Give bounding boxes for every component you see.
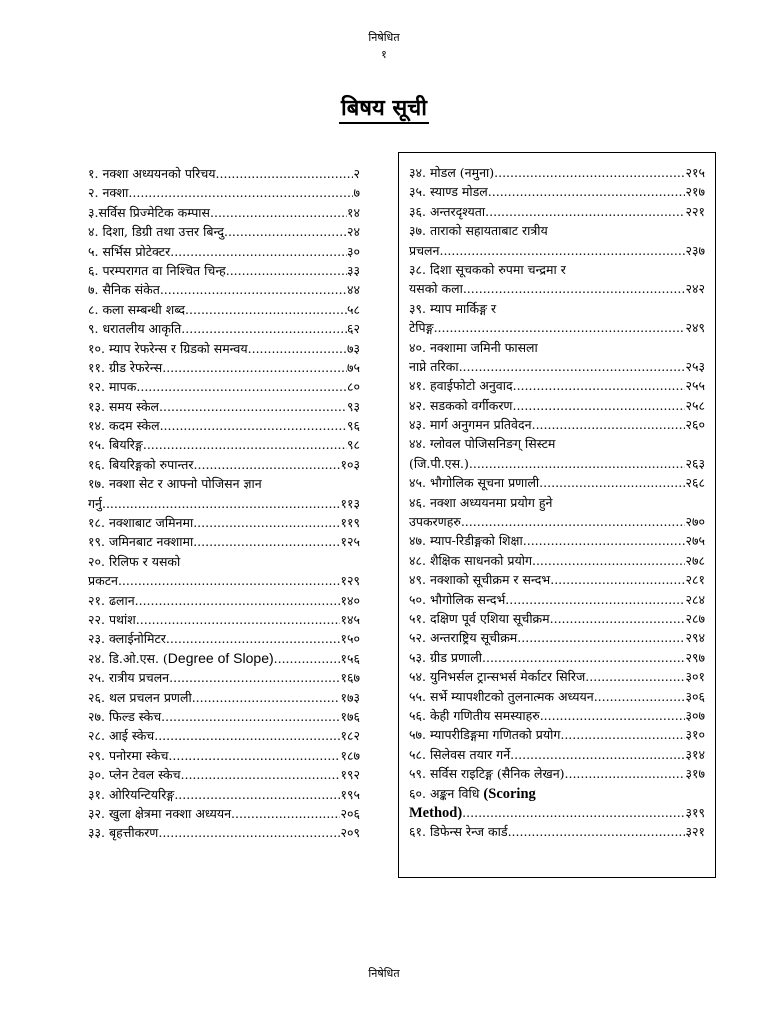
toc-entry-page-number: ३१९ bbox=[685, 804, 705, 820]
dot-leader bbox=[118, 571, 341, 590]
dot-leader bbox=[210, 203, 347, 222]
dot-leader bbox=[143, 435, 347, 454]
toc-entry-title: ३९. म्याप मार्किङ्ग र bbox=[409, 300, 497, 316]
toc-entry-title: २६. थल प्रचलन प्रणली bbox=[88, 689, 192, 705]
toc-entry bbox=[88, 183, 360, 202]
toc-entry-title: १६. बियरिङ्गको रुपान्तर bbox=[88, 456, 194, 472]
toc-entry bbox=[409, 279, 705, 298]
toc-entry-english-text: (Scoring bbox=[483, 785, 536, 802]
toc-entry-page-number: ६२ bbox=[346, 321, 360, 337]
toc-entry-page-number: २८१ bbox=[685, 572, 705, 588]
dot-leader bbox=[494, 163, 685, 182]
toc-entry bbox=[88, 339, 360, 358]
toc-entry-title: ४७. म्याप-रिडीङ्गको शिक्षा bbox=[409, 533, 523, 549]
toc-entry-title: नाप्ने तरिका bbox=[409, 358, 459, 374]
toc-entry-title: ४१. हवाईफोटो अनुवाद bbox=[409, 378, 513, 394]
dot-leader bbox=[160, 280, 347, 299]
toc-entry-title: ४८. शैक्षिक साधनको प्रयोग bbox=[409, 552, 532, 568]
toc-entry-title: ५४. युनिभर्सल ट्रान्सभर्स मेर्काटर सिरिज bbox=[409, 669, 586, 685]
dot-leader bbox=[135, 591, 341, 610]
toc-entry bbox=[88, 591, 360, 610]
toc-entry-title: १५. बियरिङ्ग bbox=[88, 437, 143, 453]
toc-entry-english-text: Degree of Slope) bbox=[167, 649, 274, 666]
dot-leader bbox=[585, 667, 685, 686]
toc-entry-title: ५२. अन्तराष्ट्रिय सूचीक्रम bbox=[409, 630, 518, 646]
toc-entry bbox=[88, 785, 360, 804]
dot-leader bbox=[513, 376, 686, 395]
toc-entry-page-number: २४९ bbox=[685, 320, 705, 336]
toc-entry-title: ४५. भौगोलिक सूचना प्रणाली bbox=[409, 475, 540, 491]
toc-entry-page-number: ३०१ bbox=[685, 669, 705, 685]
toc-entry-title: २. नक्शा bbox=[88, 185, 129, 201]
toc-entry-page-number: १४५ bbox=[340, 611, 360, 627]
toc-entry-title: १. नक्शा अध्ययनको परिचय bbox=[88, 166, 216, 181]
page-title bbox=[0, 92, 768, 122]
toc-entry-title: ३.सर्विस प्रिज्मेटिक कम्पास bbox=[88, 204, 210, 220]
toc-entry-page-number: १४ bbox=[346, 204, 360, 220]
dot-leader bbox=[532, 415, 686, 434]
toc-entry-page-number: ९६ bbox=[346, 418, 360, 434]
dot-leader bbox=[160, 416, 347, 435]
toc-entry bbox=[409, 512, 705, 531]
toc-entry bbox=[88, 552, 360, 571]
dot-leader bbox=[517, 628, 685, 647]
dot-leader bbox=[550, 570, 685, 589]
toc-entry-title: उपकरणहरु bbox=[409, 514, 461, 530]
toc-entry bbox=[409, 725, 705, 744]
dot-leader bbox=[505, 590, 685, 609]
toc-right-column-box bbox=[398, 152, 716, 878]
toc-entry-title: ६१. डिफेन्स रेन्ज कार्ड bbox=[409, 824, 508, 840]
toc-entry-title: १३. समय स्केल bbox=[88, 398, 160, 414]
toc-entry-title: १२. मापक bbox=[88, 379, 137, 395]
toc-entry-page-number: २७८ bbox=[685, 552, 705, 568]
toc-entry-page-number: ९३ bbox=[346, 398, 360, 414]
dot-leader bbox=[439, 241, 685, 260]
toc-entry-page-number: १०३ bbox=[340, 456, 360, 472]
toc-entry bbox=[409, 376, 705, 395]
dot-leader bbox=[181, 765, 341, 784]
toc-entry bbox=[409, 764, 705, 783]
toc-entry bbox=[88, 726, 360, 745]
toc-entry-page-number: ३० bbox=[346, 243, 360, 259]
toc-entry-title: ५१. दक्षिण पूर्व एशिया सूचीक्रम bbox=[409, 610, 550, 626]
dot-leader bbox=[485, 202, 685, 221]
toc-entry bbox=[409, 590, 705, 609]
toc-entry bbox=[88, 532, 360, 551]
dot-leader bbox=[226, 261, 347, 280]
toc-entry bbox=[88, 823, 360, 842]
toc-entry bbox=[88, 377, 360, 396]
dot-leader bbox=[532, 551, 686, 570]
toc-entry-page-number: १४० bbox=[340, 592, 360, 608]
toc-entry-page-number: ११३ bbox=[340, 495, 360, 511]
toc-entry-page-number: ९८ bbox=[346, 437, 360, 453]
toc-entry-title: ५०. भौगोलिक सन्दर्भ bbox=[409, 591, 506, 607]
toc-entry-title: प्रचलन bbox=[409, 242, 440, 258]
toc-entry-title: टेपिङ्ग bbox=[409, 320, 434, 336]
toc-entry-page-number: ३३ bbox=[346, 262, 360, 278]
toc-entry-page-number: २९७ bbox=[685, 649, 705, 665]
toc-entry bbox=[409, 687, 705, 706]
toc-entry-english-text: Method) bbox=[409, 804, 463, 821]
toc-entry bbox=[409, 260, 705, 279]
toc-entry bbox=[409, 434, 705, 453]
toc-entry-title: गर्नु bbox=[88, 495, 102, 511]
toc-entry bbox=[88, 765, 360, 784]
dot-leader bbox=[193, 532, 340, 551]
toc-entry bbox=[409, 241, 705, 260]
dot-leader bbox=[166, 629, 341, 648]
toc-entry bbox=[409, 454, 705, 473]
toc-entry bbox=[88, 474, 360, 493]
toc-entry bbox=[88, 668, 360, 687]
toc-entry-page-number: १९५ bbox=[340, 786, 360, 802]
toc-entry bbox=[409, 202, 705, 221]
toc-entry bbox=[88, 571, 360, 590]
toc-entry-page-number: २८७ bbox=[685, 610, 705, 626]
toc-entry-page-number: २४२ bbox=[685, 281, 705, 297]
toc-entry-title: २२. पथांश bbox=[88, 611, 136, 627]
dot-leader bbox=[459, 357, 686, 376]
toc-entry-title: ९. धरातलीय आकृति bbox=[88, 321, 182, 337]
toc-entry-page-number: २ bbox=[353, 166, 360, 181]
toc-entry bbox=[88, 397, 360, 416]
toc-entry bbox=[88, 494, 360, 513]
toc-entry bbox=[409, 531, 705, 550]
toc-entry-title: ३०. प्लेन टेवल स्केच bbox=[88, 767, 181, 783]
toc-entry-title: ४९. नक्शाको सूचीक्रम र सन्दभ bbox=[409, 572, 551, 588]
dot-leader bbox=[224, 222, 347, 241]
dot-leader bbox=[482, 648, 685, 667]
toc-entry bbox=[88, 513, 360, 532]
toc-entry-page-number: १८२ bbox=[340, 728, 360, 744]
dot-leader bbox=[510, 745, 685, 764]
dot-leader bbox=[560, 725, 685, 744]
toc-entry-title: ३३. बृहत्तीकरण bbox=[88, 825, 159, 841]
toc-entry bbox=[88, 164, 360, 183]
toc-entry-title: ४६. नक्शा अध्ययनमा प्रयोग हुने bbox=[409, 494, 553, 510]
toc-entry-title: ६. परम्परागत वा निश्चित चिन्ह bbox=[88, 262, 226, 278]
toc-entry-title: यसको कला bbox=[409, 281, 463, 297]
dot-leader bbox=[434, 318, 686, 337]
toc-entry-page-number: ५८ bbox=[346, 301, 360, 317]
toc-entry bbox=[88, 629, 360, 648]
toc-entry-page-number: ३१७ bbox=[685, 766, 705, 782]
toc-entry bbox=[88, 610, 360, 629]
dot-leader bbox=[193, 513, 340, 532]
toc-entry-page-number: १६७ bbox=[340, 670, 360, 686]
toc-entry bbox=[88, 416, 360, 435]
toc-entry bbox=[88, 707, 360, 726]
dot-leader bbox=[170, 242, 347, 261]
toc-entry-page-number: २६३ bbox=[685, 455, 705, 471]
toc-entry-page-number: २१७ bbox=[685, 184, 705, 200]
toc-entry-page-number: ७ bbox=[353, 185, 360, 201]
toc-entry-title: ५५. सर्भे म्यापशीटको तुलनात्मक अध्ययन bbox=[409, 688, 594, 704]
dot-leader bbox=[274, 649, 341, 668]
toc-entry-title: २५. रात्रीय प्रचलन bbox=[88, 670, 170, 686]
toc-entry-page-number: २४ bbox=[346, 224, 360, 240]
dot-leader bbox=[128, 183, 353, 202]
toc-entry-page-number: ३०७ bbox=[685, 707, 705, 723]
toc-entry bbox=[409, 628, 705, 647]
toc-entry bbox=[409, 396, 705, 415]
toc-entry-page-number: २०९ bbox=[340, 825, 360, 841]
toc-entry-page-number: २६० bbox=[685, 417, 705, 433]
dot-leader bbox=[185, 300, 347, 319]
dot-leader bbox=[488, 182, 686, 201]
toc-entry-title: ३६. अन्तरदृश्यता bbox=[409, 203, 486, 219]
toc-entry bbox=[409, 784, 705, 803]
toc-entry bbox=[409, 415, 705, 434]
toc-entry-title: प्रकटन bbox=[88, 573, 118, 589]
toc-entry bbox=[409, 570, 705, 589]
restricted-label-top: निषेधित bbox=[368, 31, 400, 44]
toc-entry-title: १९. जमिनबाट नक्शामा bbox=[88, 534, 194, 550]
toc-entry bbox=[409, 745, 705, 764]
toc-entry-title: ६०. अङ्कन विधि bbox=[409, 785, 484, 801]
toc-entry-page-number: ११९ bbox=[340, 515, 360, 531]
toc-entry bbox=[409, 822, 705, 841]
dot-leader bbox=[512, 396, 685, 415]
toc-entry-page-number: ७३ bbox=[346, 340, 360, 356]
dot-leader bbox=[161, 707, 340, 726]
toc-entry-title: ४०. नक्शामा जमिनी फासला bbox=[409, 339, 538, 355]
dot-leader bbox=[136, 610, 341, 629]
toc-entry-page-number: २५८ bbox=[685, 397, 705, 413]
toc-entry-page-number: २५५ bbox=[685, 378, 705, 394]
toc-entry bbox=[409, 299, 705, 318]
toc-entry-title: १४. कदम स्केल bbox=[88, 418, 160, 434]
toc-entry bbox=[409, 338, 705, 357]
toc-entry bbox=[409, 803, 705, 822]
toc-entry-page-number: ३१४ bbox=[685, 746, 705, 762]
toc-entry bbox=[88, 300, 360, 319]
dot-leader bbox=[162, 358, 347, 377]
dot-leader bbox=[216, 164, 354, 183]
toc-entry-page-number: ८० bbox=[346, 379, 360, 395]
toc-entry bbox=[88, 222, 360, 241]
toc-entry-page-number: २०६ bbox=[340, 805, 360, 821]
toc-entry-title: ३४. मोडल (नमुना) bbox=[409, 165, 495, 180]
toc-entry-title: २०. रिलिफ र यसको bbox=[88, 553, 181, 569]
dot-leader bbox=[168, 746, 340, 765]
toc-entry bbox=[88, 804, 360, 823]
toc-entry-page-number: २७० bbox=[685, 514, 705, 530]
toc-entry-title: ५८. सिलेवस तयार गर्ने bbox=[409, 746, 511, 762]
toc-entry-title: ३७. ताराको सहायताबाट रात्रीय bbox=[409, 223, 548, 239]
toc-entry bbox=[88, 242, 360, 261]
toc-entry-title: ३८. दिशा सूचकको रुपमा चन्द्रमा र bbox=[409, 261, 566, 277]
toc-entry bbox=[409, 551, 705, 570]
restricted-label-footer: निषेधित bbox=[368, 967, 400, 980]
toc-entry-page-number: ३१० bbox=[685, 727, 705, 743]
toc-entry-page-number: २१५ bbox=[685, 165, 705, 180]
toc-entry-title: २४. डि.ओ.एस. ( bbox=[88, 650, 168, 666]
toc-entry bbox=[409, 648, 705, 667]
toc-entry bbox=[88, 358, 360, 377]
dot-leader bbox=[539, 473, 685, 492]
toc-left-column bbox=[88, 164, 360, 843]
dot-leader bbox=[463, 279, 686, 298]
toc-entry-title: ७. सैनिक संकेत bbox=[88, 282, 160, 298]
dot-leader bbox=[169, 668, 340, 687]
toc-entry-page-number: २२१ bbox=[685, 203, 705, 219]
toc-entry bbox=[409, 667, 705, 686]
toc-entry-page-number: १९२ bbox=[340, 767, 360, 783]
dot-leader bbox=[136, 377, 347, 396]
toc-entry-title: ४२. सडकको वर्गीकरण bbox=[409, 397, 513, 413]
dot-leader bbox=[565, 764, 686, 783]
toc-entry-page-number: २६८ bbox=[685, 475, 705, 491]
toc-entry-title: २८. आई स्केच bbox=[88, 728, 155, 744]
toc-entry-page-number: १७३ bbox=[340, 689, 360, 705]
toc-entry-title: १०. म्याप रेफरेन्स र ग्रिडको समन्वय bbox=[88, 340, 248, 356]
toc-entry-title: (जि.पी.एस.) bbox=[409, 455, 469, 471]
toc-entry bbox=[88, 455, 360, 474]
toc-entry-page-number: २७५ bbox=[685, 533, 705, 549]
toc-entry-page-number: २५३ bbox=[685, 358, 705, 374]
toc-entry-title: ११. ग्रीड रेफरेन्स bbox=[88, 359, 163, 375]
toc-entry bbox=[88, 435, 360, 454]
toc-entry-title: २१. ढलान bbox=[88, 592, 135, 608]
toc-entry bbox=[409, 318, 705, 337]
toc-entry-title: ५९. सर्विस राइटिङ्ग (सैनिक लेखन) bbox=[409, 766, 565, 782]
toc-entry-page-number: ३२१ bbox=[685, 824, 705, 840]
toc-entry bbox=[409, 609, 705, 628]
toc-entry bbox=[88, 261, 360, 280]
dot-leader bbox=[594, 687, 686, 706]
toc-entry bbox=[88, 688, 360, 707]
toc-entry bbox=[88, 319, 360, 338]
toc-entry bbox=[409, 706, 705, 725]
toc-entry-title: ४. दिशा, डिग्री तथा उत्तर बिन्दु bbox=[88, 224, 224, 240]
toc-entry bbox=[88, 280, 360, 299]
toc-entry-page-number: १५० bbox=[340, 631, 360, 647]
dot-leader bbox=[469, 454, 686, 473]
dot-leader bbox=[231, 804, 340, 823]
toc-entry-page-number: ७५ bbox=[346, 359, 360, 375]
toc-entry-page-number: १५६ bbox=[340, 650, 360, 666]
toc-entry bbox=[409, 221, 705, 240]
dot-leader bbox=[159, 397, 347, 416]
toc-entry-page-number: २८४ bbox=[685, 591, 705, 607]
toc-entry-title: ८. कला सम्बन्धी शब्द bbox=[88, 301, 186, 317]
dot-leader bbox=[508, 822, 686, 841]
dot-leader bbox=[550, 609, 686, 628]
page-title-text: बिषय सूची bbox=[339, 95, 429, 124]
toc-entry-title: ३१. ओरियन्टियरिङ्ग bbox=[88, 786, 175, 802]
dot-leader bbox=[194, 455, 341, 474]
dot-leader bbox=[154, 726, 340, 745]
dot-leader bbox=[248, 339, 347, 358]
toc-entry bbox=[409, 182, 705, 201]
toc-entry-page-number: २९४ bbox=[685, 630, 705, 646]
toc-entry-title: ४४. ग्लोवल पोजिसनिङग् सिस्टम bbox=[409, 436, 556, 452]
toc-entry-title: १७. नक्शा सेट र आफ्नो पोजिसन ज्ञान bbox=[88, 476, 262, 492]
toc-entry-title: ५. सर्भिस प्रोटेक्टर bbox=[88, 243, 171, 259]
toc-entry-title: २९. पनोरमा स्केच bbox=[88, 747, 169, 763]
toc-entry-page-number: १२९ bbox=[340, 573, 360, 589]
toc-entry-title: ४३. मार्ग अनुगमन प्रतिवेदन bbox=[409, 417, 532, 433]
toc-entry-title: ३२. खुला क्षेत्रमा नक्शा अध्ययन bbox=[88, 805, 232, 821]
toc-entry-title: ३५. स्याण्ड मोडल bbox=[409, 184, 488, 200]
page-number: १ bbox=[381, 48, 387, 61]
toc-entry bbox=[409, 473, 705, 492]
toc-entry-page-number: २३७ bbox=[685, 242, 705, 258]
toc-entry bbox=[88, 746, 360, 765]
toc-entry bbox=[409, 163, 705, 182]
toc-entry-title: ५६. केही गणितीय समस्याहरु bbox=[409, 707, 540, 723]
dot-leader bbox=[102, 494, 341, 513]
dot-leader bbox=[523, 531, 686, 550]
toc-entry bbox=[409, 357, 705, 376]
toc-entry-title: २७. फिल्ड स्केच bbox=[88, 708, 162, 724]
toc-entry bbox=[88, 203, 360, 222]
toc-entry-title: ५३. ग्रीड प्रणाली bbox=[409, 649, 482, 665]
dot-leader bbox=[174, 785, 340, 804]
dot-leader bbox=[462, 803, 685, 822]
toc-entry-page-number: १७६ bbox=[340, 708, 360, 724]
toc-entry bbox=[88, 649, 360, 668]
toc-entry-title: २३. क्लाईनोमिटर bbox=[88, 631, 166, 647]
toc-entry-page-number: ४४ bbox=[346, 282, 360, 298]
toc-entry-page-number: १८७ bbox=[340, 747, 360, 763]
dot-leader bbox=[540, 706, 686, 725]
dot-leader bbox=[158, 823, 340, 842]
toc-entry-page-number: ३०६ bbox=[685, 688, 705, 704]
toc-entry-title: १८. नक्शाबाट जमिनमा bbox=[88, 515, 194, 531]
dot-leader bbox=[192, 688, 341, 707]
toc-entry bbox=[409, 493, 705, 512]
dot-leader bbox=[461, 512, 686, 531]
toc-entry-page-number: १२५ bbox=[340, 534, 360, 550]
dot-leader bbox=[181, 319, 347, 338]
toc-entry-title: ५७. म्यापरीडिङ्गमा गणितको प्रयोग bbox=[409, 727, 561, 743]
